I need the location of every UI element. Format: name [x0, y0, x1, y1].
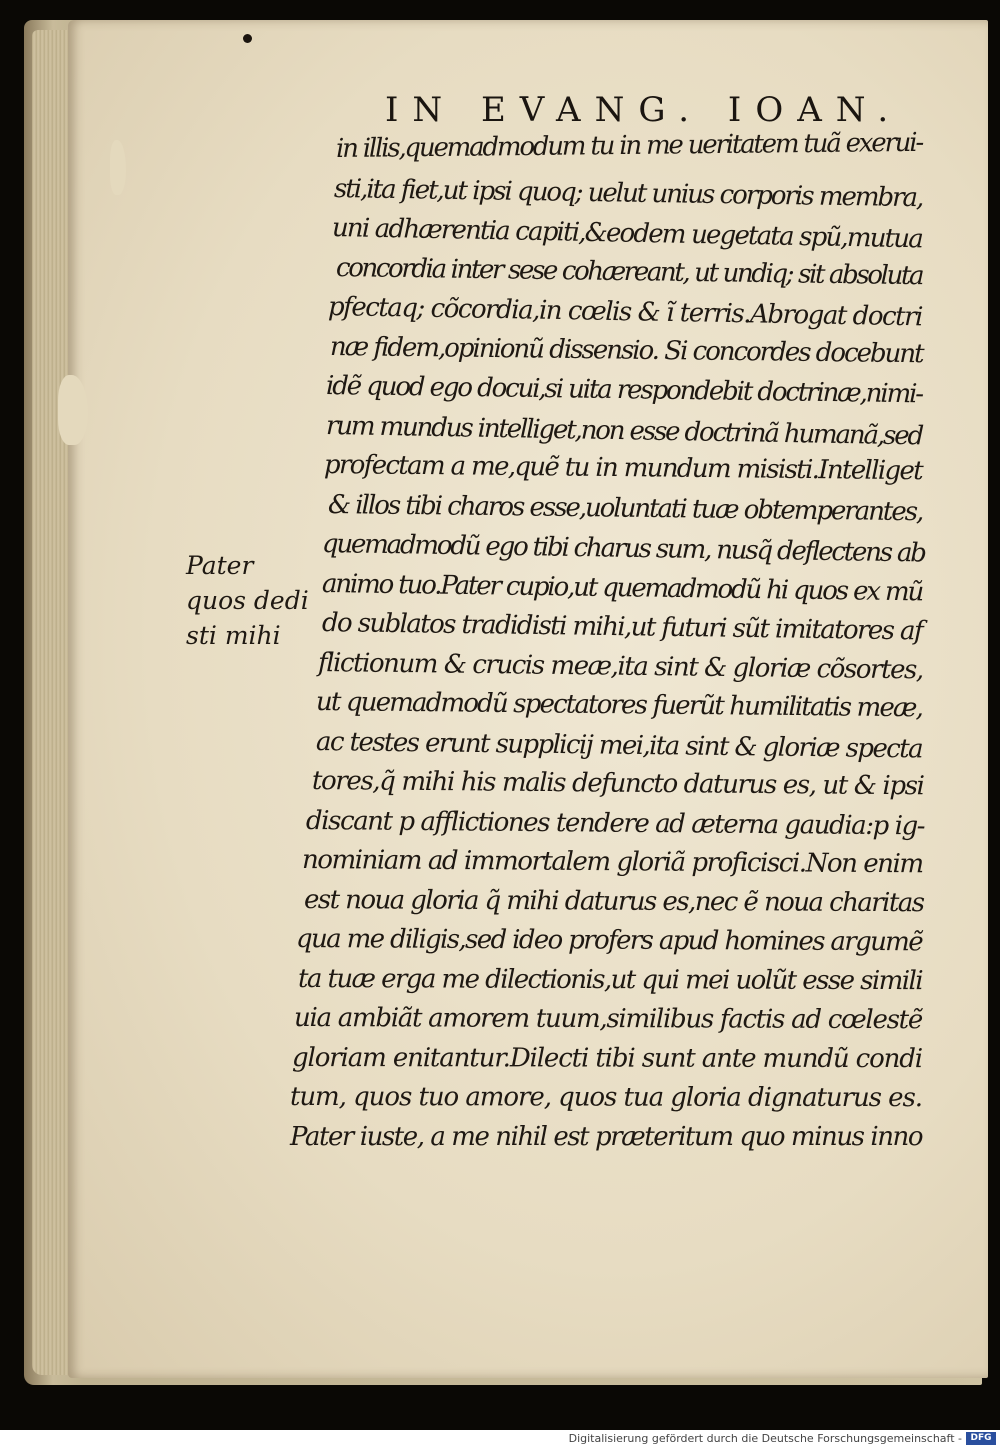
body-line: ut quemadmodũ spectatores fuerũt humilitatis meæ, [315, 687, 923, 724]
body-line: do sublatos tradidisti mihi,ut futuri sũt imitatores af [321, 608, 923, 647]
body-line: sti,ita fiet,ut ipsi quoq; uelut unius corporis membra, [333, 173, 923, 213]
body-line: animo tuo.Pater cupio,ut quemadmodũ hi quos ex mũ [321, 568, 923, 607]
ink-dot [243, 34, 252, 43]
body-text [289, 127, 942, 1157]
body-line: & illos tibi charos esse,uoluntati tuæ obtemperantes, [327, 489, 923, 527]
body-line: idẽ quod ego docui,si uita respondebit doctrinæ,nimi- [325, 371, 923, 410]
running-head: IN EVANG. IOAN. [385, 90, 903, 130]
body-line: uia ambiãt amorem tuum,similibus factis ad cœlestẽ [293, 1003, 923, 1036]
body-line: ac testes erunt supplicij mei,ita sint & gloriæ specta [315, 726, 923, 764]
body-line: tum, quos tuo amore, quos tua gloria dignaturus es. [289, 1082, 923, 1114]
body-line: uni adhærentia capiti,&eodem uegetata spũ,mutua [331, 213, 923, 255]
body-line: flictionum & crucis meæ,ita sint & gloriæ cõsortes, [317, 647, 923, 685]
body-line: gloriam enitantur.Dilecti tibi sunt ante mundũ condi [291, 1042, 923, 1074]
body-line: tores,q̃ mihi his malis defuncto daturus es, ut & ipsi [311, 766, 924, 802]
marginal-note [186, 548, 316, 653]
footer-credit: Digitalisierung gefördert durch die Deutsche Forschungsgemeinschaft - [568, 1432, 962, 1445]
body-line: rum mundus intelliget,non esse doctrinã humanã,sed [325, 410, 923, 451]
body-line: qua me diligis,sed ideo profers apud homines argumẽ [295, 924, 923, 958]
marginal-note-line: quos dedi [186, 586, 309, 615]
body-line: concordia inter sese cohæreant, ut undiq; sit absoluta [335, 252, 923, 291]
body-line: nominiam ad immortalem gloriã proficisci.Non enim [301, 845, 923, 880]
marginal-note-line: sti mihi [186, 621, 281, 650]
body-line: quemadmodũ ego tibi charus sum, nusq̃ deflectens ab [321, 529, 926, 569]
marginal-note-line: Pater [186, 551, 254, 580]
body-line: næ fidem,opinionũ dissensio. Si concordes docebunt [329, 331, 923, 369]
body-line: profectam a me,quẽ tu in mundum misisti.Intelliget [323, 450, 923, 487]
body-line: pfectaq; cõcordia,in cœlis & ĩ terris.Abrogat doctri [327, 292, 923, 333]
dfg-logo: DFG [966, 1432, 996, 1445]
body-line: Pater iuste, a me nihil est præteritum quo minus inno [290, 1121, 923, 1152]
body-line: discant p afflictiones tendere ad æterna gaudia:p ig- [305, 805, 925, 841]
body-line: est noua gloria q̃ mihi daturus es,nec ẽ noua charitas [303, 884, 924, 918]
body-line: in illis,quemadmodum tu in me ueritatem tuã exerui- [335, 127, 923, 164]
body-line: ta tuæ erga me dilectionis,ut qui mei uolũt esse simili [297, 963, 923, 996]
